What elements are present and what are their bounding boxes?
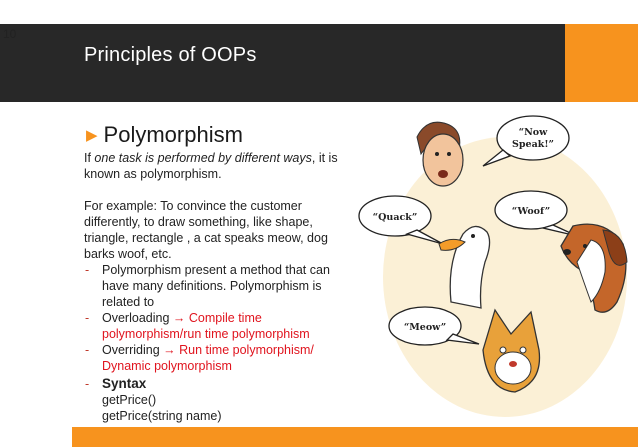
example-paragraph: For example: To convince the customer differently, to draw something, like shape, triangle, rectangle , a cat speaks meow, dog barks woof, etc.	[84, 199, 328, 261]
overloading-item	[84, 310, 354, 342]
definition-text: Polymorphism present a method that can have many definitions. Polymorphism is related to	[102, 263, 330, 309]
slide-title: Principles of OOPs	[84, 44, 257, 66]
woof-text: “Woof”	[511, 206, 551, 217]
slide-number: 10	[3, 27, 17, 41]
overriding-description: Run time polymorphism/ Dynamic polymorphism	[102, 343, 314, 373]
overriding-label: Overriding	[102, 343, 160, 357]
quack-text: “Quack”	[372, 212, 418, 223]
footer-accent-bar	[72, 427, 638, 447]
overloading-description: Compile time polymorphism/run time polymorphism	[102, 311, 310, 341]
intro-suffix: , it is known as polymorphism.	[84, 151, 338, 181]
intro-prefix: If	[84, 151, 95, 165]
arrow-right-icon: →	[172, 311, 186, 325]
speak-text: Speak!”	[512, 139, 554, 150]
code-line: getPrice(string name)	[102, 409, 222, 423]
dash-bullet: -	[85, 311, 90, 325]
triangle-bullet-icon: ▶	[86, 127, 98, 144]
overloading-label: Overloading	[102, 311, 170, 325]
header-accent-block	[565, 24, 638, 102]
body-text	[84, 150, 354, 424]
now-text: “Now	[518, 127, 548, 138]
polymorphism-illustration	[355, 112, 633, 427]
code-line: getPrice()	[102, 393, 157, 407]
meow-text: “Meow”	[403, 322, 447, 333]
overriding-item	[84, 342, 354, 374]
syntax-item	[84, 376, 354, 392]
dash-bullet: -	[85, 377, 90, 391]
intro-paragraph	[84, 150, 354, 182]
syntax-label: Syntax	[102, 376, 147, 391]
dash-bullet: -	[85, 263, 90, 277]
section-heading	[86, 122, 243, 148]
dash-bullet: -	[85, 343, 90, 357]
definition-item	[84, 262, 354, 310]
arrow-right-icon: →	[163, 343, 176, 357]
intro-italic: one task is performed by different ways	[94, 151, 312, 165]
heading-text: Polymorphism	[103, 122, 243, 147]
